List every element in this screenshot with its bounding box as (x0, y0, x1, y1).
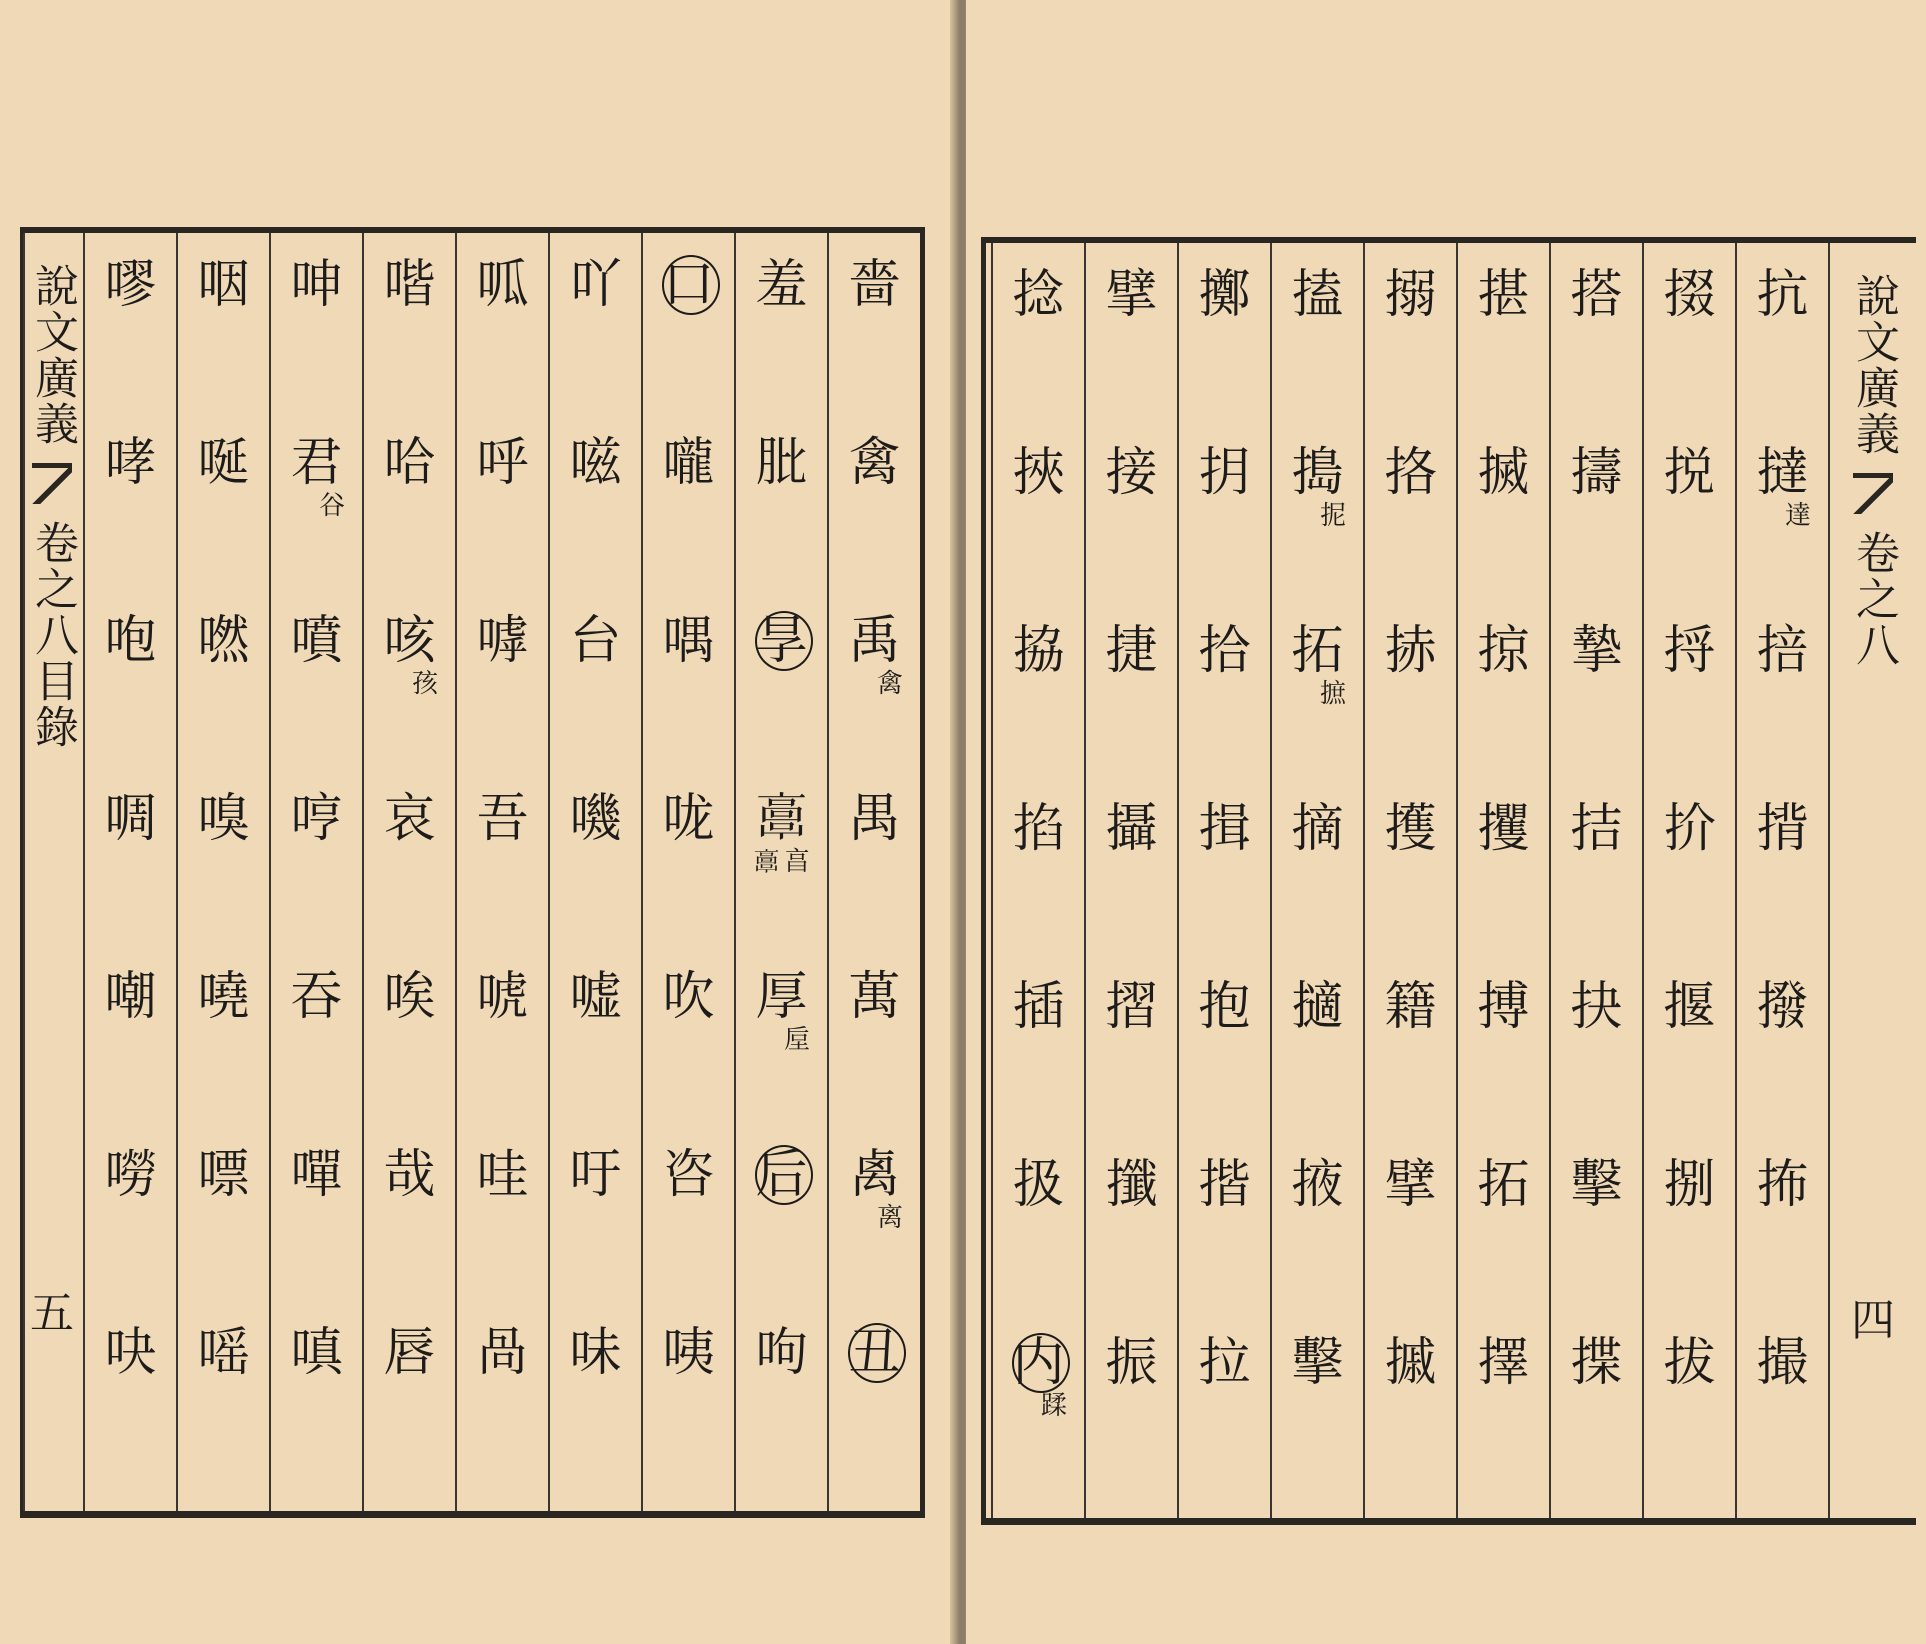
character (287, 433, 347, 517)
text-column (827, 233, 920, 1511)
text-column (362, 233, 455, 1511)
character (1660, 1333, 1720, 1393)
character (1381, 265, 1441, 325)
book-title: 說文廣義 (1848, 273, 1899, 457)
character-glyph: 嘮 (104, 1145, 157, 1205)
character (194, 967, 254, 1027)
character-glyph: 掊 (1756, 621, 1809, 681)
character-glyph: 啁 (104, 789, 157, 849)
character-glyph: 嗅 (197, 789, 250, 849)
character (1474, 443, 1534, 503)
character-glyph: 唬 (476, 967, 529, 1027)
character (380, 1145, 440, 1205)
text-column (176, 233, 269, 1511)
character (1381, 977, 1441, 1037)
right-page-frame (981, 237, 1916, 1525)
page-number: 四 (1851, 1295, 1895, 1346)
character-glyph: 萬 (848, 967, 901, 1027)
character-glyph: 羞 (755, 255, 808, 315)
character-glyph: 拾 (1198, 621, 1251, 681)
character-glyph: 攝 (1105, 799, 1158, 859)
page-number: 五 (30, 1288, 74, 1339)
character-glyph: 吷 (104, 1323, 157, 1383)
character (287, 1323, 347, 1383)
character-glyph: 撻 (1756, 443, 1809, 503)
character (380, 967, 440, 1027)
character-glyph: 攫 (1477, 799, 1530, 859)
character (845, 611, 905, 695)
character-glyph: 揹 (1756, 799, 1809, 859)
character (1660, 265, 1720, 325)
character (380, 611, 440, 695)
character-glyph: 擭 (1384, 799, 1437, 859)
character (845, 1145, 905, 1229)
character-glyph: 口 (662, 255, 715, 315)
character (659, 789, 719, 849)
character-glyph: 撮 (1756, 1333, 1809, 1393)
character (1381, 1333, 1441, 1393)
character-glyph: 唌 (197, 433, 250, 493)
character (1567, 799, 1627, 859)
character (1288, 1155, 1348, 1215)
character (287, 967, 347, 1027)
character-glyph: 嘰 (569, 789, 622, 849)
text-column (1549, 243, 1642, 1518)
character (1753, 621, 1813, 681)
character (194, 789, 254, 849)
character-glyph: 搗 (1291, 443, 1344, 503)
text-column (1270, 243, 1363, 1518)
character (1009, 1155, 1069, 1215)
character (566, 255, 626, 315)
character (380, 789, 440, 849)
variant-annotation: 谷 (314, 491, 345, 517)
character (566, 433, 626, 493)
character-glyph: 嗇 (848, 255, 901, 315)
character (752, 433, 812, 493)
character-glyph: 吾 (476, 789, 529, 849)
character-glyph: 后 (755, 1145, 808, 1205)
character (1381, 443, 1441, 503)
character (1102, 977, 1162, 1037)
character-glyph: 撥 (1756, 977, 1809, 1037)
character (1660, 799, 1720, 859)
character (1753, 443, 1813, 527)
character-glyph: 吁 (569, 1145, 622, 1205)
character-glyph: 搭 (1570, 265, 1623, 325)
character-glyph: 嘑 (476, 611, 529, 671)
character-glyph: 内 (1012, 1333, 1065, 1393)
character-glyph: 掇 (1663, 265, 1716, 325)
text-column (83, 233, 176, 1511)
character-glyph: 味 (569, 1323, 622, 1383)
character-glyph: 擊 (1570, 1155, 1623, 1215)
radical-heading (752, 1145, 812, 1205)
character (1567, 1333, 1627, 1393)
character (1195, 799, 1255, 859)
character (1009, 621, 1069, 681)
character-glyph: 抪 (1756, 1155, 1809, 1215)
left_page-margin-column (23, 233, 79, 1511)
character-glyph: 呻 (290, 255, 343, 315)
character-glyph: 挾 (1012, 443, 1065, 503)
character (752, 1323, 812, 1383)
character-glyph: 哈 (383, 433, 436, 493)
character (1102, 1155, 1162, 1215)
character (752, 967, 812, 1051)
character (473, 433, 533, 493)
character-glyph: 禺 (848, 789, 901, 849)
character-glyph: 咙 (662, 789, 715, 849)
text-column (1642, 243, 1735, 1518)
character (1288, 443, 1348, 527)
character (194, 611, 254, 671)
character-glyph: 嘽 (290, 1145, 343, 1205)
variant-annotation: 垕 (779, 1025, 810, 1051)
character (380, 1323, 440, 1383)
character-glyph: 咼 (476, 1323, 529, 1383)
character (1381, 799, 1441, 859)
character (1288, 621, 1348, 705)
radical-heading (1009, 1333, 1069, 1417)
character (1195, 977, 1255, 1037)
character-glyph: 籍 (1384, 977, 1437, 1037)
character-glyph: 嘘 (569, 967, 622, 1027)
text-column (1456, 243, 1549, 1518)
character (287, 1145, 347, 1205)
text-column (1363, 243, 1456, 1518)
text-column (269, 233, 362, 1511)
character (1567, 443, 1627, 503)
character (1753, 1333, 1813, 1393)
character (659, 433, 719, 493)
variant-annotation: 亯𩫖 (749, 847, 810, 873)
character (287, 255, 347, 315)
left-page (0, 0, 958, 1644)
character-glyph: 摺 (1105, 977, 1158, 1037)
character (1660, 621, 1720, 681)
character-glyph: 捷 (1105, 621, 1158, 681)
character-glyph: 擘 (1384, 1155, 1437, 1215)
character (473, 611, 533, 671)
character-glyph: 咆 (104, 611, 157, 671)
left-page-frame (20, 227, 925, 1518)
character-glyph: 搦 (1384, 265, 1437, 325)
character-glyph: 掐 (1012, 799, 1065, 859)
character (380, 433, 440, 493)
character-glyph: 喈 (383, 255, 436, 315)
character (1567, 1155, 1627, 1215)
character (1009, 443, 1069, 503)
character-glyph: 拮 (1570, 799, 1623, 859)
character-glyph: 呱 (476, 255, 529, 315)
character-glyph: 哀 (383, 789, 436, 849)
chapter-title: 卷之八目錄 (27, 520, 78, 750)
character-glyph: 咨 (662, 1145, 715, 1205)
character (566, 611, 626, 671)
character (659, 967, 719, 1027)
character-glyph: 台 (569, 611, 622, 671)
character (1753, 265, 1813, 325)
variant-annotation: 抳 (1315, 501, 1346, 527)
character-glyph: 接 (1105, 443, 1158, 503)
character-glyph: 君 (290, 433, 343, 493)
text-column (641, 233, 734, 1511)
character (1009, 977, 1069, 1037)
character-glyph: 捇 (1384, 621, 1437, 681)
character-glyph: 搏 (1477, 977, 1530, 1037)
character (287, 611, 347, 671)
character-glyph: 挌 (1384, 443, 1437, 503)
character-glyph: 抈 (1198, 443, 1251, 503)
character-glyph: 摯 (1570, 621, 1623, 681)
character-glyph: 禹 (848, 611, 901, 671)
character-glyph: 揲 (1570, 1333, 1623, 1393)
character-glyph: 哼 (290, 789, 343, 849)
character (1102, 265, 1162, 325)
text-column (734, 233, 827, 1511)
character-glyph: 嘵 (197, 967, 250, 1027)
character-glyph: 捝 (1663, 443, 1716, 503)
character (1195, 443, 1255, 503)
character-glyph: 肶 (755, 433, 808, 493)
character-glyph: 唉 (383, 967, 436, 1027)
character (194, 1145, 254, 1205)
character-glyph: 厚 (755, 967, 808, 1027)
character (101, 967, 161, 1027)
character-glyph: 搣 (1477, 443, 1530, 503)
character-glyph: 擿 (1291, 977, 1344, 1037)
character-glyph: 禽 (848, 433, 901, 493)
character-glyph: 攕 (1105, 1155, 1158, 1215)
character (1474, 265, 1534, 325)
character-glyph: 咽 (197, 255, 250, 315)
character-glyph: 𩫖 (755, 789, 808, 849)
character-glyph: 咳 (383, 611, 436, 671)
character (101, 789, 161, 849)
character (101, 611, 161, 671)
character (1660, 1155, 1720, 1215)
text-column (548, 233, 641, 1511)
character (1660, 977, 1720, 1037)
fishtail-mark (32, 463, 72, 504)
character (473, 1323, 533, 1383)
character (1288, 799, 1348, 859)
character-glyph: 揕 (1477, 265, 1530, 325)
character (845, 789, 905, 849)
character-glyph: 唇 (383, 1323, 436, 1383)
character (473, 255, 533, 315)
right-page (966, 0, 1926, 1644)
character (1381, 1155, 1441, 1215)
character-glyph: 擣 (1570, 443, 1623, 503)
character-glyph: 咦 (662, 1323, 715, 1383)
character-glyph: 擊 (1291, 1333, 1344, 1393)
character (287, 789, 347, 849)
character (194, 1323, 254, 1383)
character-glyph: 拓 (1477, 1155, 1530, 1215)
character (1753, 1155, 1813, 1215)
character-glyph: 丑 (848, 1323, 901, 1383)
character-glyph: 擘 (1105, 265, 1158, 325)
character (749, 789, 812, 873)
character (1102, 1333, 1162, 1393)
character-glyph: 摘 (1291, 799, 1344, 859)
character-glyph: 呼 (476, 433, 529, 493)
character (566, 1323, 626, 1383)
character (1474, 799, 1534, 859)
variant-annotation: 摭 (1315, 679, 1346, 705)
character-glyph: 擲 (1198, 265, 1251, 325)
text-column (991, 243, 1084, 1518)
character (473, 967, 533, 1027)
character-glyph: 抱 (1198, 977, 1251, 1037)
character (1195, 1155, 1255, 1215)
character-glyph: 拔 (1663, 1333, 1716, 1393)
text-column (1084, 243, 1177, 1518)
variant-annotation: 禽 (872, 669, 903, 695)
character-glyph: 嘌 (197, 1145, 250, 1205)
fishtail-mark (1853, 473, 1893, 514)
character-glyph: 振 (1105, 1333, 1158, 1393)
text-column (1177, 243, 1270, 1518)
character-glyph: 嗞 (569, 433, 622, 493)
character (194, 255, 254, 315)
character (1195, 1333, 1255, 1393)
character (1102, 621, 1162, 681)
character-glyph: 哮 (104, 433, 157, 493)
character (1474, 1155, 1534, 1215)
character-glyph: 哉 (383, 1145, 436, 1205)
character (566, 789, 626, 849)
character-glyph: 嚨 (662, 433, 715, 493)
character (1567, 977, 1627, 1037)
character (566, 967, 626, 1027)
character (1474, 621, 1534, 681)
character-glyph: 㫗 (755, 611, 808, 671)
character (473, 1145, 533, 1205)
character (101, 433, 161, 493)
character-glyph: 掠 (1477, 621, 1530, 681)
character (1195, 265, 1255, 325)
character-glyph: 嗔 (290, 1323, 343, 1383)
book-title: 說文廣義 (27, 263, 78, 447)
character (1009, 799, 1069, 859)
character (659, 611, 719, 671)
variant-annotation: 孩 (407, 669, 438, 695)
radical-heading (659, 255, 719, 315)
character (1567, 265, 1627, 325)
character (1288, 1333, 1348, 1393)
character-glyph: 拓 (1291, 621, 1344, 681)
character (1567, 621, 1627, 681)
character-glyph: 捻 (1012, 265, 1065, 325)
character (1102, 799, 1162, 859)
character (1381, 621, 1441, 681)
character-glyph: 捋 (1663, 621, 1716, 681)
character (1474, 1333, 1534, 1393)
character (1288, 977, 1348, 1037)
character (1474, 977, 1534, 1037)
character (845, 433, 905, 493)
character-glyph: 捌 (1663, 1155, 1716, 1215)
variant-annotation: 達 (1780, 501, 1811, 527)
radical-heading (845, 1323, 905, 1383)
character-glyph: 擇 (1477, 1333, 1530, 1393)
character-glyph: 揩 (1198, 1155, 1251, 1215)
character (380, 255, 440, 315)
character-glyph: 呴 (755, 1323, 808, 1383)
text-column (455, 233, 548, 1511)
character-glyph: 拉 (1198, 1333, 1251, 1393)
character-glyph: 哇 (476, 1145, 529, 1205)
variant-annotation: 蹂 (1036, 1391, 1067, 1417)
character (1753, 977, 1813, 1037)
character (194, 433, 254, 493)
character (845, 255, 905, 315)
character (1753, 799, 1813, 859)
character-glyph: 抗 (1756, 265, 1809, 325)
character-glyph: 拹 (1012, 621, 1065, 681)
character-glyph: 搕 (1291, 265, 1344, 325)
character-glyph: 吞 (290, 967, 343, 1027)
character-glyph: 噴 (290, 611, 343, 671)
radical-heading (752, 611, 812, 671)
character-glyph: 扱 (1012, 1155, 1065, 1215)
character (659, 1145, 719, 1205)
character (752, 255, 812, 315)
character-glyph: 插 (1012, 977, 1065, 1037)
character-glyph: 扴 (1663, 799, 1716, 859)
character (1288, 265, 1348, 325)
character (659, 1323, 719, 1383)
character-glyph: 掖 (1291, 1155, 1344, 1215)
character-glyph: 嘐 (104, 255, 157, 315)
character-glyph: 喁 (662, 611, 715, 671)
character (101, 255, 161, 315)
character-glyph: 揠 (1663, 977, 1716, 1037)
character (845, 967, 905, 1027)
character-glyph: 吹 (662, 967, 715, 1027)
character-glyph: 嘫 (197, 611, 250, 671)
character (473, 789, 533, 849)
right_page-margin-column (1828, 243, 1916, 1518)
character (1102, 443, 1162, 503)
character-glyph: 嘲 (104, 967, 157, 1027)
character-glyph: 吖 (569, 255, 622, 315)
character (1660, 443, 1720, 503)
character (566, 1145, 626, 1205)
character-glyph: 摵 (1384, 1333, 1437, 1393)
text-column (1735, 243, 1828, 1518)
character-glyph: 嗂 (197, 1323, 250, 1383)
character (1009, 265, 1069, 325)
character-glyph: 抉 (1570, 977, 1623, 1037)
character (101, 1145, 161, 1205)
character (101, 1323, 161, 1383)
variant-annotation: 离 (872, 1203, 903, 1229)
character-glyph: 禼 (848, 1145, 901, 1205)
chapter-title: 卷之八 (1848, 530, 1899, 668)
character-glyph: 揖 (1198, 799, 1251, 859)
character (1195, 621, 1255, 681)
